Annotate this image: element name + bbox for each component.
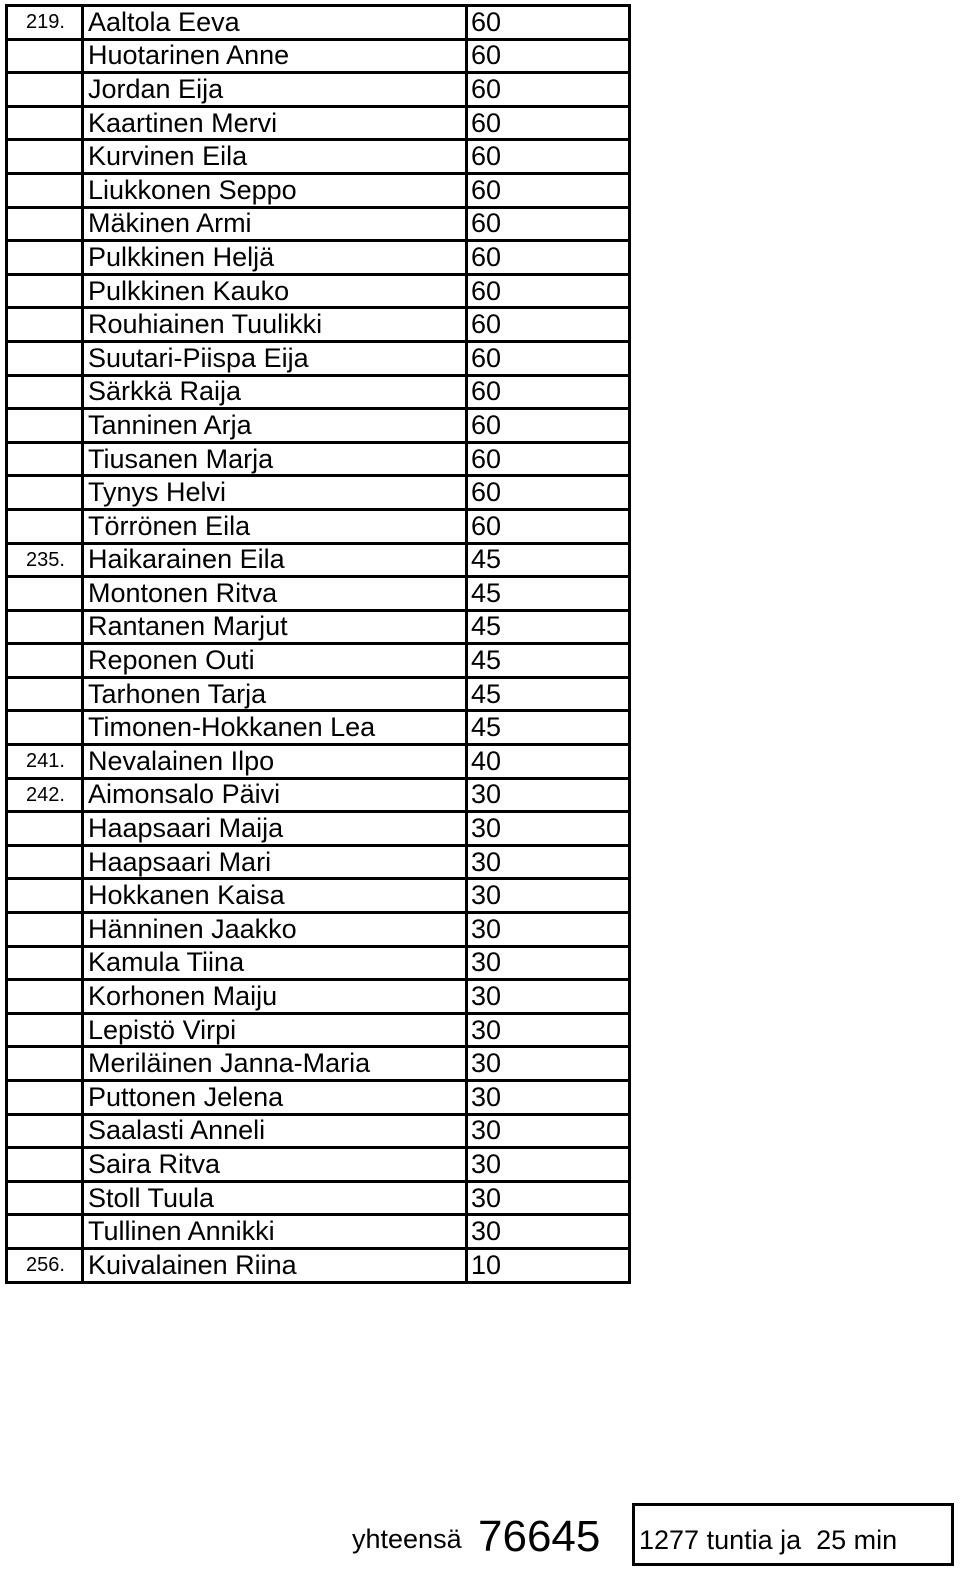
name-cell: Pulkkinen Heljä: [83, 241, 467, 275]
rank-cell: [7, 1148, 83, 1182]
value-cell: 60: [467, 207, 630, 241]
table-row: [7, 946, 630, 980]
name-cell: Korhonen Maiju: [83, 980, 467, 1014]
table-row: [7, 308, 630, 342]
table-row: [7, 913, 630, 947]
rank-cell: [7, 1181, 83, 1215]
name-cell: Rouhiainen Tuulikki: [83, 308, 467, 342]
value-cell: 45: [467, 644, 630, 678]
table-row: [7, 6, 630, 40]
table-row: [7, 778, 630, 812]
value-cell: 60: [467, 140, 630, 174]
rank-cell: [7, 39, 83, 73]
name-cell: Hokkanen Kaisa: [83, 879, 467, 913]
table-row: [7, 106, 630, 140]
value-cell: 30: [467, 1215, 630, 1249]
name-cell: Aaltola Eeva: [83, 6, 467, 40]
table-row: [7, 375, 630, 409]
name-cell: Tanninen Arja: [83, 409, 467, 443]
table-row: [7, 543, 630, 577]
table-row: [7, 1148, 630, 1182]
name-cell: Särkkä Raija: [83, 375, 467, 409]
value-cell: 60: [467, 241, 630, 275]
rank-cell: [7, 845, 83, 879]
rank-cell: [7, 509, 83, 543]
value-cell: 60: [467, 308, 630, 342]
value-cell: 30: [467, 913, 630, 947]
rank-cell: 242.: [7, 778, 83, 812]
value-cell: 30: [467, 1047, 630, 1081]
name-cell: Huotarinen Anne: [83, 39, 467, 73]
name-cell: Puttonen Jelena: [83, 1081, 467, 1115]
name-cell: Jordan Eija: [83, 73, 467, 107]
table-row: [7, 1114, 630, 1148]
value-cell: 30: [467, 946, 630, 980]
name-cell: Tynys Helvi: [83, 476, 467, 510]
table-row: [7, 207, 630, 241]
value-cell: 45: [467, 577, 630, 611]
table-row: [7, 980, 630, 1014]
table-row: [7, 476, 630, 510]
rank-cell: [7, 711, 83, 745]
value-cell: 45: [467, 677, 630, 711]
name-cell: Tiusanen Marja: [83, 442, 467, 476]
rank-cell: [7, 274, 83, 308]
table-row: [7, 577, 630, 611]
results-table-body: [7, 6, 630, 1283]
name-cell: Kamula Tiina: [83, 946, 467, 980]
name-cell: Timonen-Hokkanen Lea: [83, 711, 467, 745]
value-cell: 45: [467, 610, 630, 644]
rank-cell: [7, 1081, 83, 1115]
table-row: [7, 610, 630, 644]
name-cell: Pulkkinen Kauko: [83, 274, 467, 308]
value-cell: 60: [467, 39, 630, 73]
total-time: 1277 tuntia ja 25 min: [639, 1525, 898, 1555]
value-cell: 60: [467, 509, 630, 543]
table-row: [7, 442, 630, 476]
name-cell: Kuivalainen Riina: [83, 1248, 467, 1282]
name-cell: Haikarainen Eila: [83, 543, 467, 577]
value-cell: 60: [467, 274, 630, 308]
table-row: [7, 39, 630, 73]
value-cell: 60: [467, 341, 630, 375]
value-cell: 30: [467, 879, 630, 913]
value-cell: 60: [467, 375, 630, 409]
rank-cell: [7, 610, 83, 644]
name-cell: Saalasti Anneli: [83, 1114, 467, 1148]
name-cell: Suutari-Piispa Eija: [83, 341, 467, 375]
rank-cell: [7, 409, 83, 443]
total-value: 76645: [478, 1512, 601, 1561]
rank-cell: [7, 1215, 83, 1249]
name-cell: Liukkonen Seppo: [83, 173, 467, 207]
total-time-box: [632, 1503, 954, 1566]
rank-cell: [7, 241, 83, 275]
name-cell: Mäkinen Armi: [83, 207, 467, 241]
rank-cell: [7, 308, 83, 342]
value-cell: 30: [467, 845, 630, 879]
table-row: [7, 173, 630, 207]
value-cell: 30: [467, 812, 630, 846]
rank-cell: 235.: [7, 543, 83, 577]
rank-cell: [7, 442, 83, 476]
value-cell: 60: [467, 173, 630, 207]
rank-cell: [7, 644, 83, 678]
rank-cell: [7, 106, 83, 140]
name-cell: Meriläinen Janna-Maria: [83, 1047, 467, 1081]
value-cell: 30: [467, 1181, 630, 1215]
rank-cell: [7, 1114, 83, 1148]
name-cell: Rantanen Marjut: [83, 610, 467, 644]
rank-cell: [7, 577, 83, 611]
table-row: [7, 1215, 630, 1249]
rank-cell: [7, 913, 83, 947]
table-row: [7, 1181, 630, 1215]
rank-cell: [7, 173, 83, 207]
name-cell: Tarhonen Tarja: [83, 677, 467, 711]
rank-cell: [7, 1047, 83, 1081]
value-cell: 30: [467, 778, 630, 812]
table-row: [7, 1047, 630, 1081]
name-cell: Hänninen Jaakko: [83, 913, 467, 947]
rank-cell: [7, 375, 83, 409]
name-cell: Saira Ritva: [83, 1148, 467, 1182]
table-row: [7, 140, 630, 174]
rank-cell: [7, 677, 83, 711]
table-row: [7, 812, 630, 846]
value-cell: 30: [467, 1148, 630, 1182]
table-row: [7, 509, 630, 543]
table-row: [7, 644, 630, 678]
value-cell: 40: [467, 745, 630, 779]
results-table: [5, 4, 631, 1284]
value-cell: 60: [467, 6, 630, 40]
table-row: [7, 409, 630, 443]
name-cell: Reponen Outi: [83, 644, 467, 678]
rank-cell: [7, 73, 83, 107]
table-row: [7, 711, 630, 745]
rank-cell: [7, 207, 83, 241]
rank-cell: [7, 946, 83, 980]
rank-cell: [7, 812, 83, 846]
value-cell: 30: [467, 1081, 630, 1115]
rank-cell: [7, 980, 83, 1014]
total-label: yhteensä: [352, 1524, 462, 1554]
table-row: [7, 745, 630, 779]
value-cell: 30: [467, 980, 630, 1014]
name-cell: Montonen Ritva: [83, 577, 467, 611]
value-cell: 30: [467, 1013, 630, 1047]
rank-cell: 256.: [7, 1248, 83, 1282]
name-cell: Kurvinen Eila: [83, 140, 467, 174]
name-cell: Nevalainen Ilpo: [83, 745, 467, 779]
rank-cell: [7, 341, 83, 375]
rank-cell: [7, 476, 83, 510]
table-row: [7, 1013, 630, 1047]
table-row: [7, 241, 630, 275]
name-cell: Lepistö Virpi: [83, 1013, 467, 1047]
table-row: [7, 73, 630, 107]
table-row: [7, 879, 630, 913]
value-cell: 60: [467, 106, 630, 140]
table-row: [7, 1081, 630, 1115]
value-cell: 60: [467, 476, 630, 510]
name-cell: Aimonsalo Päivi: [83, 778, 467, 812]
rank-cell: [7, 1013, 83, 1047]
name-cell: Kaartinen Mervi: [83, 106, 467, 140]
value-cell: 45: [467, 711, 630, 745]
rank-cell: 241.: [7, 745, 83, 779]
name-cell: Stoll Tuula: [83, 1181, 467, 1215]
table-row: [7, 341, 630, 375]
name-cell: Haapsaari Maija: [83, 812, 467, 846]
name-cell: Tullinen Annikki: [83, 1215, 467, 1249]
table-row: [7, 677, 630, 711]
rank-cell: 219.: [7, 6, 83, 40]
value-cell: 60: [467, 73, 630, 107]
table-row: [7, 845, 630, 879]
rank-cell: [7, 879, 83, 913]
value-cell: 60: [467, 442, 630, 476]
value-cell: 45: [467, 543, 630, 577]
name-cell: Törrönen Eila: [83, 509, 467, 543]
value-cell: 60: [467, 409, 630, 443]
table-row: [7, 274, 630, 308]
value-cell: 30: [467, 1114, 630, 1148]
rank-cell: [7, 140, 83, 174]
value-cell: 10: [467, 1248, 630, 1282]
name-cell: Haapsaari Mari: [83, 845, 467, 879]
table-row: [7, 1248, 630, 1282]
